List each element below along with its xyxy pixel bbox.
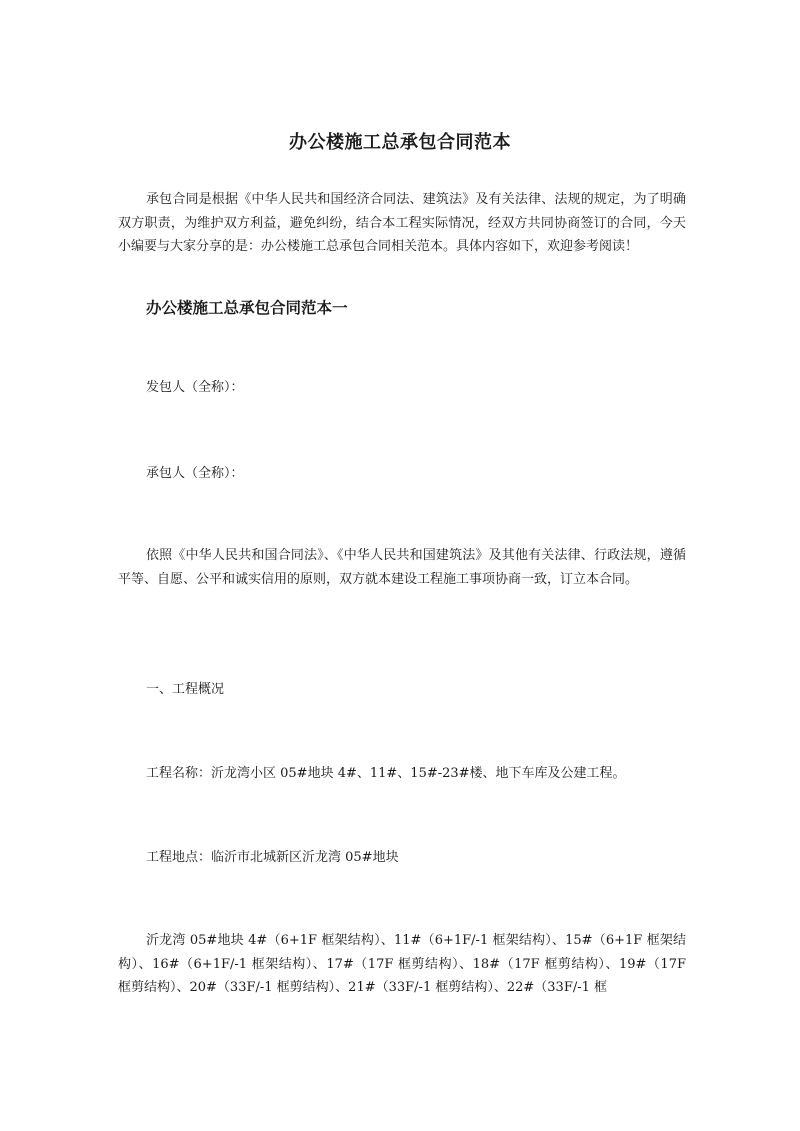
project-detail-paragraph: 沂龙湾 05#地块 4#（6+1F 框架结构）、11#（6+1F/-1 框架结构）、15#（6+1F 框架结构）、16#（6+1F/-1 框架结构）、17#（17F 框剪结构）、18#（17F 框剪结构）、19#（17F 框剪结构）、20#（33F/-1 框剪结构）、21#（33F/-1 框剪结构）、22#（33F/-1 框 [118, 933, 686, 995]
party-a-label: 发包人（全称）： [146, 380, 244, 395]
project-location-line: 工程地点：临沂市北城新区沂龙湾 05#地块 [146, 850, 399, 865]
section-title: 办公楼施工总承包合同范本一 [146, 298, 348, 317]
document-title: 办公楼施工总承包合同范本 [289, 132, 511, 153]
project-name-line: 工程名称：沂龙湾小区 05#地块 4#、11#、15#-23#楼、地下车库及公建工程。 [146, 766, 626, 781]
contract-basis-paragraph: 依照《中华人民共和国合同法》、《中华人民共和国建筑法》及其他有关法律、行政法规，遵循平等、自愿、公平和诚实信用的原则，双方就本建设工程施工事项协商一致，订立本合同。 [118, 548, 686, 587]
clause-1-heading: 一、工程概况 [146, 682, 225, 697]
party-b-label: 承包人（全称）： [146, 466, 244, 481]
intro-paragraph: 承包合同是根据《中华人民共和国经济合同法、建筑法》及有关法律、法规的规定，为了明确双方职责，为维护双方利益，避免纠纷，结合本工程实际情况，经双方共同协商签订的合同，今天小编要与大家分享的是：办公楼施工总承包合同相关范本。具体内容如下，欢迎参考阅读！ [118, 192, 686, 254]
